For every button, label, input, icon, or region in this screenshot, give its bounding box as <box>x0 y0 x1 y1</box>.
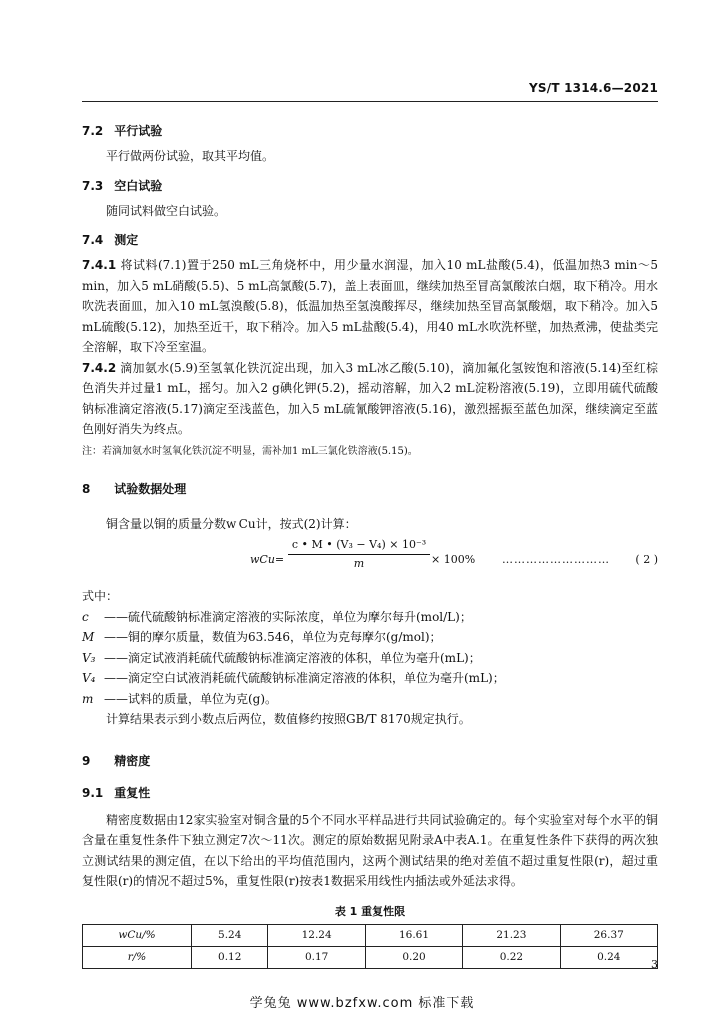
section-9-heading <box>82 750 658 772</box>
table-cell: 5.24 <box>192 924 268 946</box>
variable-description: ——硫代硫酸钠标准滴定溶液的实际浓度，单位为摩尔每升(mol/L)； <box>104 609 472 624</box>
formula-multiplier: × 100% <box>431 553 476 566</box>
section-7-2-text: 平行做两份试验，取其平均值。 <box>106 149 275 163</box>
formula-number: ( 2 ) <box>635 553 658 566</box>
section-title: 试验数据处理 <box>114 481 187 496</box>
variable-definition <box>82 648 658 669</box>
variable-definition <box>82 607 658 628</box>
section-number: 9 <box>82 753 91 768</box>
section-7-4-2 <box>82 358 658 440</box>
page-content <box>82 120 658 969</box>
table-cell: 12.24 <box>268 924 365 946</box>
variable-symbol: V₄ <box>82 671 96 685</box>
section-9-1-text: 精密度数据由12家实验室对铜含量的5个不同水平样品进行共同试验确定的。每个实验室对每个水平的铜含量在重复性条件下独立测定7次～11次。测定的原始数据见附录A中表A.1。在重复性条件下获得的两次独立测试结果的测定值，在以下给出的平均值范围内，这两个测试结果的绝对差值不超过重复性限(r)，超过重复性限(r)的情况不超过5%，重复性限(r)按表1数据采用线性内插法或外延法求得。 <box>82 812 658 888</box>
table-row <box>83 924 658 946</box>
variable-symbol: V₃ <box>82 650 96 665</box>
formula-numerator: c • M • (V₃ − V₄) × 10⁻³ <box>291 538 427 551</box>
section-7-3-text: 随同试料做空白试验。 <box>106 203 227 218</box>
table-1-title: 表 1 重复性限 <box>334 904 406 918</box>
table-cell: 0.24 <box>560 946 657 968</box>
variable-symbol: c <box>82 609 89 624</box>
formula-2 <box>82 536 658 582</box>
table-cell: 26.37 <box>560 924 657 946</box>
variable-description: ——铜的摩尔质量，数值为63.546，单位为克每摩尔(g/mol)； <box>104 630 442 644</box>
note <box>82 444 658 460</box>
formula-intro: 铜含量以铜的质量分数w Cu计，按式(2)计算： <box>106 516 357 531</box>
section-number: 7.4 <box>82 233 104 247</box>
section-7-4-1 <box>82 255 658 358</box>
watermark-footer: 学兔兔 www.bzfxw.com 标准下载 <box>249 996 475 1011</box>
table-cell: 0.17 <box>268 946 365 968</box>
section-number: 7.2 <box>82 124 104 138</box>
section-title: 空白试验 <box>114 178 163 193</box>
section-title: 重复性 <box>114 785 151 800</box>
note-text: 若滴加氨水时氢氧化铁沉淀不明显，需补加1 mL三氯化铁溶液(5.15)。 <box>102 445 418 457</box>
variable-list <box>82 607 658 710</box>
formula-denominator: m <box>353 557 365 570</box>
section-9-1-heading <box>82 782 658 804</box>
clause-number: 7.4.2 <box>82 360 117 375</box>
variable-definition <box>82 668 658 689</box>
section-7-3-heading <box>82 175 658 197</box>
result-rule: 计算结果表示到小数点后两位，数值修约按照GB/T 8170规定执行。 <box>106 712 471 726</box>
variable-definition <box>82 689 658 710</box>
table-cell: 21.23 <box>463 924 560 946</box>
section-8-heading <box>82 478 658 500</box>
table-cell: 0.20 <box>365 946 462 968</box>
section-title: 精密度 <box>114 753 151 768</box>
repeatability-table <box>82 924 658 969</box>
section-7-4-heading <box>82 229 658 251</box>
clause-text: 将试料(7.1)置于250 mL三角烧杯中，用少量水润湿，加入10 mL盐酸(5.4)，低温加热3 min～5 min，加入5 mL硝酸(5.5)、5 mL高氯酸(5.7)，盖上表面皿，继续加热至冒高氯酸浓白烟，取下稍冷。用水吹洗表面皿，加入10 mL氢溴酸(5.8)，低温加热至氢溴酸挥尽，继续加热至冒高氯酸烟，取下稍冷。加入5 mL硫酸(5.12)，加热至近干，取下稍冷。加入5 mL盐酸(5.4)，用40 mL水吹洗杯壁，加热煮沸，使盐类完全溶解，取下冷至室温。 <box>82 258 658 354</box>
row-header: r/% <box>83 946 192 968</box>
section-title: 测定 <box>114 233 139 247</box>
where-label: 式中： <box>82 589 119 603</box>
table-row <box>83 946 658 968</box>
clause-text: 滴加氨水(5.9)至氢氧化铁沉淀出现，加入3 mL冰乙酸(5.10)，滴加氟化氢铵饱和溶液(5.14)至红棕色消失并过量1 mL，摇匀。加入2 g碘化钾(5.2)，摇动溶解，加入2 mL淀粉溶液(5.19)，立即用硫代硫酸钠标准滴定溶液(5.17)滴定至浅蓝色，加入5 mL硫氰酸钾溶液(5.16)，激烈摇振至蓝色加深，继续滴定至蓝色刚好消失为终点。 <box>82 360 658 436</box>
section-number: 8 <box>82 481 91 496</box>
variable-description: ——滴定空白试液消耗硫代硫酸钠标准滴定溶液的体积，单位为毫升(mL)； <box>104 671 505 685</box>
formula-lhs: wCu= <box>250 553 285 566</box>
standard-code: YS/T 1314.6—2021 <box>529 81 658 95</box>
section-number: 7.3 <box>82 178 104 193</box>
variable-symbol: M <box>82 630 95 644</box>
clause-number: 7.4.1 <box>82 258 117 272</box>
variable-definition <box>82 627 658 648</box>
table-cell: 0.22 <box>463 946 560 968</box>
variable-symbol: m <box>82 691 94 706</box>
page-number: 3 <box>651 958 658 971</box>
section-number: 9.1 <box>82 785 104 800</box>
formula-fraction <box>288 536 430 573</box>
header-rule <box>82 101 658 102</box>
section-title: 平行试验 <box>114 124 163 138</box>
table-cell: 0.12 <box>192 946 268 968</box>
formula-leader-dots: ……………………… <box>502 553 610 566</box>
row-header: wCu/% <box>83 924 192 946</box>
note-label: 注： <box>82 445 102 457</box>
section-7-2-heading <box>82 120 658 142</box>
variable-description: ——滴定试液消耗硫代硫酸钠标准滴定溶液的体积，单位为毫升(mL)； <box>104 650 481 665</box>
table-cell: 16.61 <box>365 924 462 946</box>
variable-description: ——试料的质量，单位为克(g)。 <box>104 691 278 706</box>
